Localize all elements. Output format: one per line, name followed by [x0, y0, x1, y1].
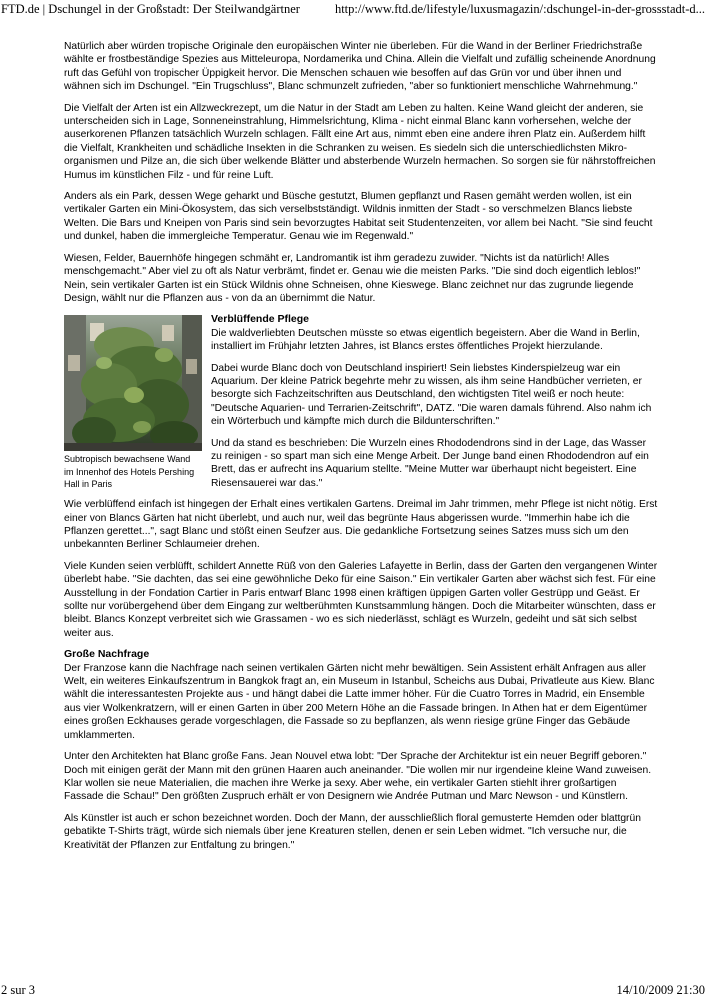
article-paragraph: Dabei wurde Blanc doch von Deutschland inspiriert! Sein liebstes Kinderspielzeug war ein Aquarium. Der kleine Patrick begehrte mehr zu wissen, als ihm seine Handbücher verrieten, er besorgte sich Fachzeitschriften aus Deutschland, den wichtigsten Titel weiß er noch heute: "Deutsche Aquarien- und Terrarien-Zeitschrift", DATZ. "Die waren damals führend. Also nahm ich ein Wörterbuch und kämpfte mich durch die Bildunterschriften.": [211, 362, 652, 428]
page-number: 2 sur 3: [1, 983, 36, 997]
print-footer: [0, 982, 707, 1000]
article-paragraph: Wie verblüffend einfach ist hingegen der Erhalt eines vertikalen Gartens. Dreimal im Jahr trimmen, mehr Pflege ist nicht nötig. Erst einer von Blancs Gärten hat nicht überlebt, und auch nur, weil das begrünte Haus abgerissen wurde. "Immerhin habe ich die Pflanzen gerettet...", sagt Blanc und stößt einen Seufzer aus. Die gedankliche Fortsetzung seines Satzes muss sich um den unbekannten Berliner Schlaumeier drehen.: [64, 499, 658, 551]
article-paragraph: Wiesen, Felder, Bauernhöfe hingegen schmäht er, Landromantik ist ihm geradezu zuwider. "Nichts ist da natürlich! Alles menschgemacht." Aber viel zu oft als Natur verbrämt, findet er. Genau wie die meisten Parks. "Die sind doch eigentlich leblos!" Nein, sein vertikaler Garten ist ein Stück Wildnis ohne Schneisen, ohne Kieswege. Blanc zeichnet nur das zugrunde liegende Design, wählt nur die Pflanzen aus - von da an übernimmt die Natur.: [64, 252, 641, 304]
article-paragraph: Die Vielfalt der Arten ist ein Allzweckrezept, um die Natur in der Stadt am Leben zu halten. Keine Wand gleicht der anderen, sie unterscheiden sich in Lage, Sonneneinstrahlung, Himmelsrichtung, Klima - nicht einmal Blanc kann vorhersehen, welche der auserkorenen Pflanzen tatsächlich Wurzeln schlagen. Fällt eine Art aus, nimmt eben eine andere ihren Platz ein. Außerdem hilft die Vielfalt, Krankheiten und schädliche Insekten in die Schranken zu weisen. Es siedeln sich die unterschiedlichsten Mikro-organismen und Pilze an, die sich über welkende Blätter und absterbende Wurzeln hermachen. So sorgen sie für nährstoffreichen Humus im künstlichen Filz - und für reine Luft.: [64, 102, 656, 181]
article-figure: [64, 315, 202, 491]
print-header: [0, 0, 707, 20]
figure-caption: Subtropisch bewachsene Wand im Innenhof des Hotels Pershing Hall in Paris: [64, 454, 195, 490]
article-paragraph: Und da stand es beschrieben: Die Wurzeln eines Rhododendrons sind in der Lage, das Wasser zu reinigen - so spart man sich eine Menge Arbeit. Der Junge band einen Rhododendron auf ein Brett, das er aufrecht ins Aquarium stellte. "Meine Mutter war überhaupt nicht begeistert. Eine Riesensauerei war das.": [211, 437, 649, 489]
article-body: [64, 40, 658, 860]
section-heading: Verblüffende Pflege: [211, 313, 310, 326]
article-paragraph: Unter den Architekten hat Blanc große Fans. Jean Nouvel etwa lobt: "Der Sprache der Architektur ist ein neuer Begriff geboren." Doch mit einigen gerät der Mann mit den grünen Haaren auch aneinander. "Die wollen mir nur irgendeine kleine Wand zuweisen. Klar wollen sie neue Materialien, die machen ihre Werke ja sexy. Aber wehe, ein vertikaler Garten stiehlt ihrer großartigen Fassade die Schau!" Den größten Zuspruch erhält er von Designern wie Andrée Putman und Marc Newson - und Künstlern.: [64, 751, 652, 803]
article-paragraph: Der Franzose kann die Nachfrage nach seinen vertikalen Gärten nicht mehr bewältigen. Sein Assistent erhält Anfragen aus aller Welt, ein weiteres Einkaufszentrum in Bangkok fragt an, ein Museum in Istanbul, Scheichs aus Dubai, Privatleute aus Kiew. Blanc wählt die interessantesten Projekte aus - und hängt dabei die Latte immer höher. Für die Cuatro Torres in Madrid, ein Ensemble aus vier Wolkenkratzern, will er einen Garten in über 200 Metern Höhe an die Fassade bringen. In Athen hat er dem Eigentümer eines großen Eckhauses gerade vorgeschlagen, die Fassade so zu bepflanzen, als wenn riesige grüne Finger das Gebäude umklammerten.: [64, 662, 655, 741]
section-heading: Große Nachfrage: [64, 648, 150, 661]
article-paragraph: Viele Kunden seien verblüfft, schildert Annette Rüß von den Galeries Lafayette in Berlin, dass der Garten den vergangenen Winter überlebt habe. "Sie dachten, das sei eine gewöhnliche Deko für eine Saison." Ein vertikaler Garten aber wächst sich fest. Für eine Ausstellung in der Fondation Cartier in Paris entwarf Blanc 1998 einen kräftigen üppigen Garten voller Gestrüpp und Geäst. Er sollte nur vorübergehend über dem Eingang zur weltberühmten Kunstsammlung hängen. Doch die Mitarbeiter wünschten, dass er bleibt. Blancs Konzept verbreitet sich wie Grassamen - wo es sich niederlässt, schlägt es Wurzeln, gedeiht und sät sich selbst weiter aus.: [64, 560, 658, 639]
article-paragraph: Natürlich aber würden tropische Originale den europäischen Winter nie überleben. Für die Wand in der Berliner Friedrichstraße wählte er frostbeständige Spezies aus Mitteleuropa, Nordamerika und China. Allein die Vielfalt und zufällig scheinende Anordnung ruft das Gefühl von tropischer Üppigkeit hervor. Die Menschen schauen wie besoffen auf das Grün vor und über ihnen und wähnen sich im Dschungel. "Ein Trugschluss", Blanc schmunzelt zufrieden, "aber so funktioniert menschliche Wahrnehmung.": [64, 41, 656, 93]
article-paragraph: Die waldverliebten Deutschen müsste so etwas eigentlich begeistern. Aber die Wand in Berlin, installiert im Frühjahr letzten Jahres, ist Blancs erstes öffentliches Projekt hierzulande.: [211, 327, 640, 353]
article-paragraph: Anders als ein Park, dessen Wege geharkt und Büsche gestutzt, Blumen gepflanzt und Rasen gemäht werden wollen, ist ein vertikaler Garten ein Mini-Ökosystem, das sich verselbstständigt. Wildnis inmitten der Stadt - so verschmelzen Blancs liebste Welten. Die Bars und Kneipen von Paris sind sein bevorzugtes Habitat seit Studentenzeiten, vor allem bei Nacht. "Sie sind feucht und dunkel, haben die immergleiche Temperatur. Genau wie im Regenwald.": [64, 191, 653, 243]
page-title: FTD.de | Dschungel in der Großstadt: Der Steilwandgärtner: [1, 2, 300, 16]
page-url: http://www.ftd.de/lifestyle/luxusmagazin/:dschungel-in-der-grossstadt-d...: [334, 2, 705, 16]
vertical-garden-photo: [64, 315, 202, 451]
article-paragraph: Als Künstler ist auch er schon bezeichnet worden. Doch der Mann, der ausschließlich floral gemusterte Hemden oder blattgrün gebatikte T-Shirts trägt, würde sich niemals über jene Kreaturen stellen, denen er sein Leben widmet. "Ich versuche nur, die Kreativität der Pflanzen zur Entfaltung zu bringen.": [64, 812, 641, 851]
print-datetime: 14/10/2009 21:30: [616, 983, 705, 997]
